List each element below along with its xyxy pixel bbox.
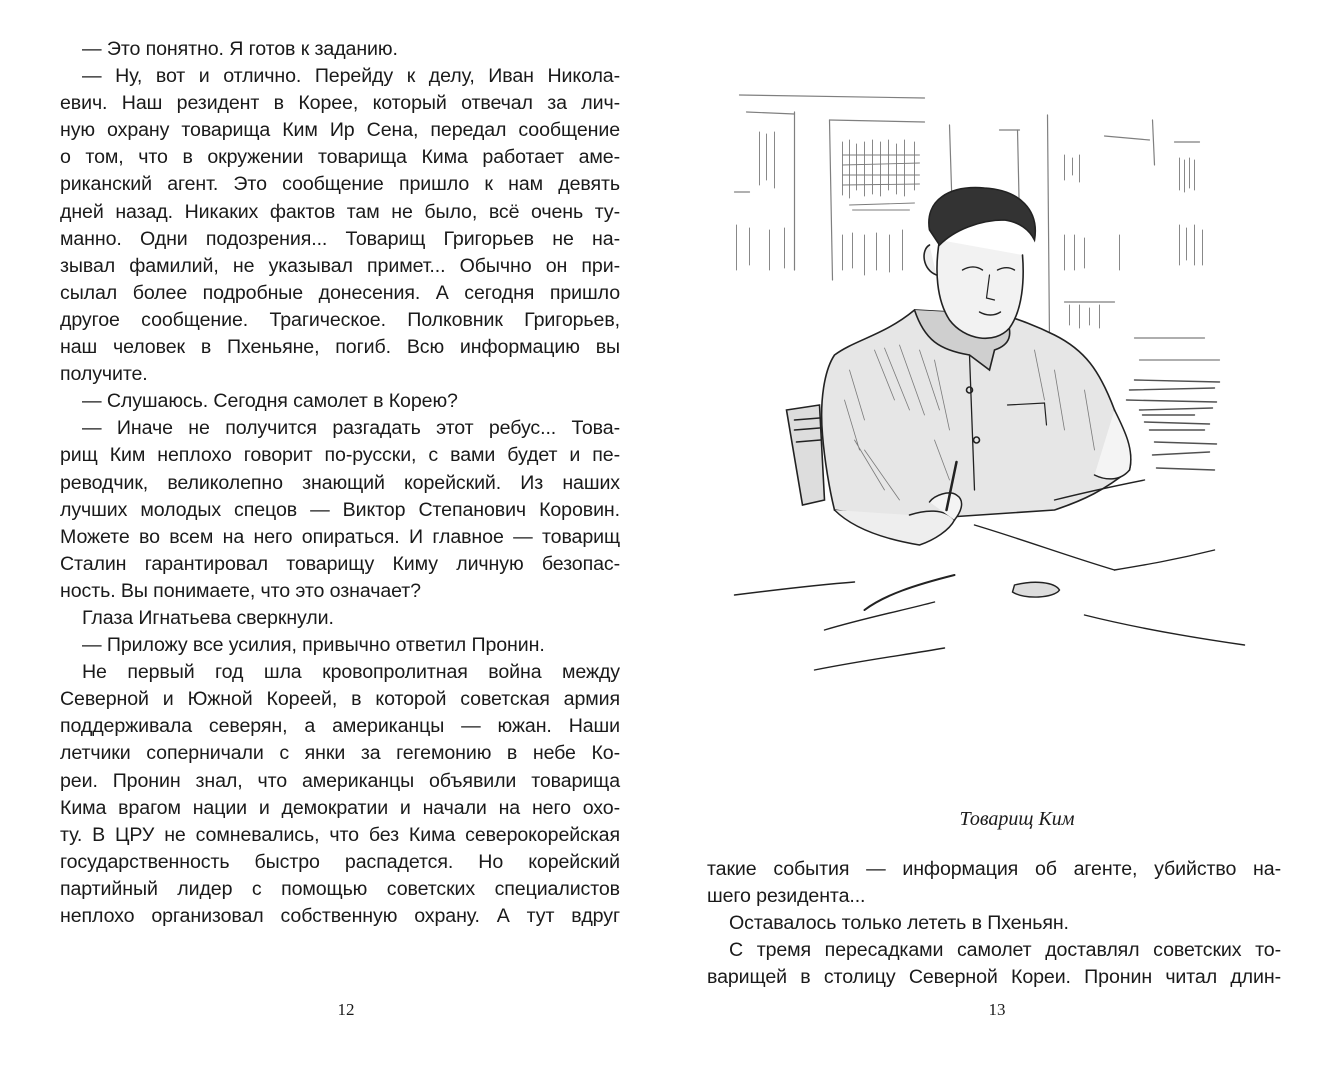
text-line: дней назад. Никаких фактов там не было, всё очень ту- bbox=[60, 200, 620, 223]
text-line: получите. bbox=[60, 363, 148, 386]
text-line: евич. Наш резидент в Корее, который отвечал за лич- bbox=[60, 92, 620, 115]
text-line: реводчик, великолепно знающий корейский. Из наших bbox=[60, 471, 620, 494]
page-number-right: 13 bbox=[988, 1000, 1006, 1019]
text-line: поддерживала северян, а американцы — южан. Наши bbox=[60, 715, 620, 738]
sketch-drawing bbox=[722, 70, 1307, 800]
text-line: зывал фамилий, не указывал примет... Обычно он при- bbox=[60, 254, 620, 277]
left-page-text bbox=[60, 36, 620, 930]
text-line: рищ Ким неплохо говорит по-русски, с вами будет и пе- bbox=[60, 444, 620, 467]
text-line: шего резидента... bbox=[707, 885, 866, 908]
paper-stacks bbox=[1127, 380, 1220, 470]
text-line: Можете во всем на него опираться. И главное — товарищ bbox=[60, 525, 620, 548]
text-line: реи. Пронин знал, что американцы объявили товарища bbox=[60, 769, 620, 792]
text-line: лучших молодых спецов — Виктор Степанович Коровин. bbox=[60, 498, 620, 521]
text-line: Оставалось только лететь в Пхеньян. bbox=[729, 912, 1069, 935]
text-line: ность. Вы понимаете, что это означает? bbox=[60, 579, 421, 602]
text-line: варищей в столицу Северной Кореи. Пронин читал длин- bbox=[707, 966, 1281, 989]
text-line: — Иначе не получится разгадать этот ребус... Това- bbox=[82, 417, 620, 440]
right-page-text bbox=[707, 856, 1281, 991]
figure-body bbox=[822, 310, 1131, 520]
text-line: Кима врагом нации и демократии и начали на него охо- bbox=[60, 796, 620, 819]
text-line: ту. В ЦРУ не сомневались, что без Кима северокорейская bbox=[60, 823, 620, 846]
text-line: Не первый год шла кровопролитная война между bbox=[82, 661, 620, 684]
illustration-kim-at-desk bbox=[722, 70, 1307, 800]
text-line: — Это понятно. Я готов к заданию. bbox=[82, 38, 398, 60]
right-page bbox=[667, 0, 1334, 1072]
text-line: Глаза Игнатьева сверкнули. bbox=[82, 606, 334, 629]
illustration-caption: Товарищ Ким bbox=[959, 808, 1075, 830]
text-line: о том, что в окружении товарища Кима работает аме- bbox=[60, 146, 620, 169]
text-line: такие события — информация об агенте, убийство на- bbox=[707, 858, 1281, 880]
text-line: ную охрану товарища Ким Ир Сена, передал сообщение bbox=[60, 119, 620, 142]
text-line: — Приложу все усилия, привычно ответил Пронин. bbox=[82, 634, 545, 657]
text-line: риканский агент. Это сообщение пришло к нам девять bbox=[60, 173, 620, 196]
text-line: наш человек в Пхеньяне, погиб. Всю информацию вы bbox=[60, 336, 620, 359]
text-line: Северной и Южной Кореей, в которой советская армия bbox=[60, 688, 620, 711]
text-line: летчики соперничали с янки за гегемонию в небе Ко- bbox=[60, 742, 620, 765]
text-line: государственность быстро распадется. Но корейский bbox=[60, 850, 620, 873]
chair bbox=[787, 405, 825, 505]
text-line: Сталин гарантировал товарищу Киму личную безопас- bbox=[60, 552, 620, 575]
text-line: — Слушаюсь. Сегодня самолет в Корею? bbox=[82, 390, 458, 413]
page-number-left: 12 bbox=[337, 1000, 355, 1019]
text-line: — Ну, вот и отлично. Перейду к делу, Иван Никола- bbox=[82, 65, 620, 88]
text-line: С тремя пересадками самолет доставлял советских то- bbox=[729, 939, 1281, 962]
text-line: партийный лидер с помощью советских специалистов bbox=[60, 877, 620, 900]
text-line: неплохо организовал собственную охрану. А тут вдруг bbox=[60, 905, 620, 927]
text-line: сылал более подробные донесения. А сегодня пришло bbox=[60, 281, 620, 304]
text-line: манно. Одни подозрения... Товарищ Григорьев не на- bbox=[60, 227, 620, 250]
text-line: другое сообщение. Трагическое. Полковник Григорьев, bbox=[60, 308, 620, 331]
